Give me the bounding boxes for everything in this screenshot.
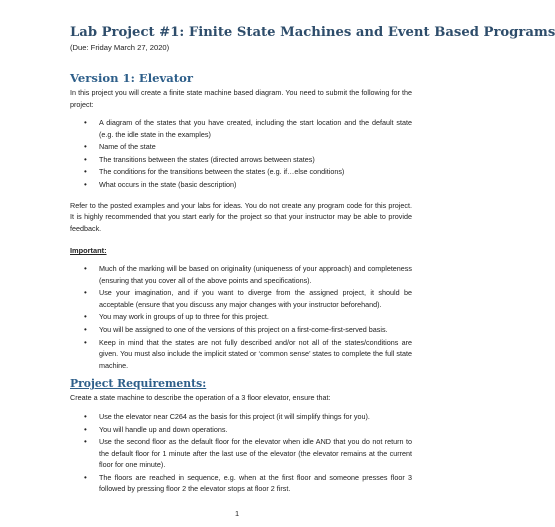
refer-paragraph: Refer to the posted examples and your labs for ideas. You do not create any program code for this project. It is highly recommended that you start early for the project so that your instructor may be able to provide feedback.: [70, 200, 412, 233]
important-heading: Important:: [70, 246, 107, 256]
list-item: • Use the elevator near C264 as the basis for this project (it will simplify things for you).: [84, 411, 412, 423]
list-item: • You will be assigned to one of the versions of this project on a first-come-first-served basis.: [84, 324, 412, 336]
list-item: • What occurs in the state (basic description): [84, 179, 412, 191]
requirements-intro: Create a state machine to describe the operation of a 3 floor elevator, ensure that:: [70, 393, 331, 403]
document-title: Lab Project #1: Finite State Machines and Event Based Programs: [70, 25, 555, 40]
submission-list: [70, 117, 412, 191]
requirements-list: [70, 411, 412, 495]
list-item: • Use your imagination, and if you want to diverge from the assigned project, it should be acceptable (ensure that you discuss any major changes with your instructor beforehand).: [84, 287, 412, 310]
list-item: • The floors are reached in sequence, e.g. when at the first floor and someone presses floor 3 followed by pressing floor 2 the elevator stops at floor 2 first.: [84, 472, 412, 495]
list-item: • The transitions between the states (directed arrows between states): [84, 154, 412, 166]
list-item: • You may work in groups of up to three for this project.: [84, 311, 412, 323]
due-date: (Due: Friday March 27, 2020): [70, 43, 170, 52]
version-heading: Version 1: Elevator: [70, 71, 193, 85]
important-list: [70, 263, 412, 371]
list-item: • Keep in mind that the states are not fully described and/or not all of the states/conditions are given. You must also include the implicit stated or ‘common sense’ states to complete the full state machine.: [84, 337, 412, 372]
list-item: • Name of the state: [84, 141, 412, 153]
list-item: • A diagram of the states that you have created, including the start location and the default state (e.g. the idle state in the examples): [84, 117, 412, 140]
list-item: • Much of the marking will be based on originality (uniqueness of your approach) and completeness (ensuring that you cover all of the above points and specifications).: [84, 263, 412, 286]
page-number: 1: [234, 509, 240, 518]
list-item: • Use the second floor as the default floor for the elevator when idle AND that you do not return to the default floor for 1 minute after the last use of the elevator (the elevator remains at the current floor for one minute).: [84, 436, 412, 471]
list-item: • You will handle up and down operations.: [84, 424, 412, 436]
list-item: • The conditions for the transitions between the states (e.g. if…else conditions): [84, 166, 412, 178]
intro-paragraph: In this project you will create a finite state machine based diagram. You need to submit the following for the project:: [70, 88, 412, 109]
requirements-heading: Project Requirements:: [70, 377, 207, 391]
